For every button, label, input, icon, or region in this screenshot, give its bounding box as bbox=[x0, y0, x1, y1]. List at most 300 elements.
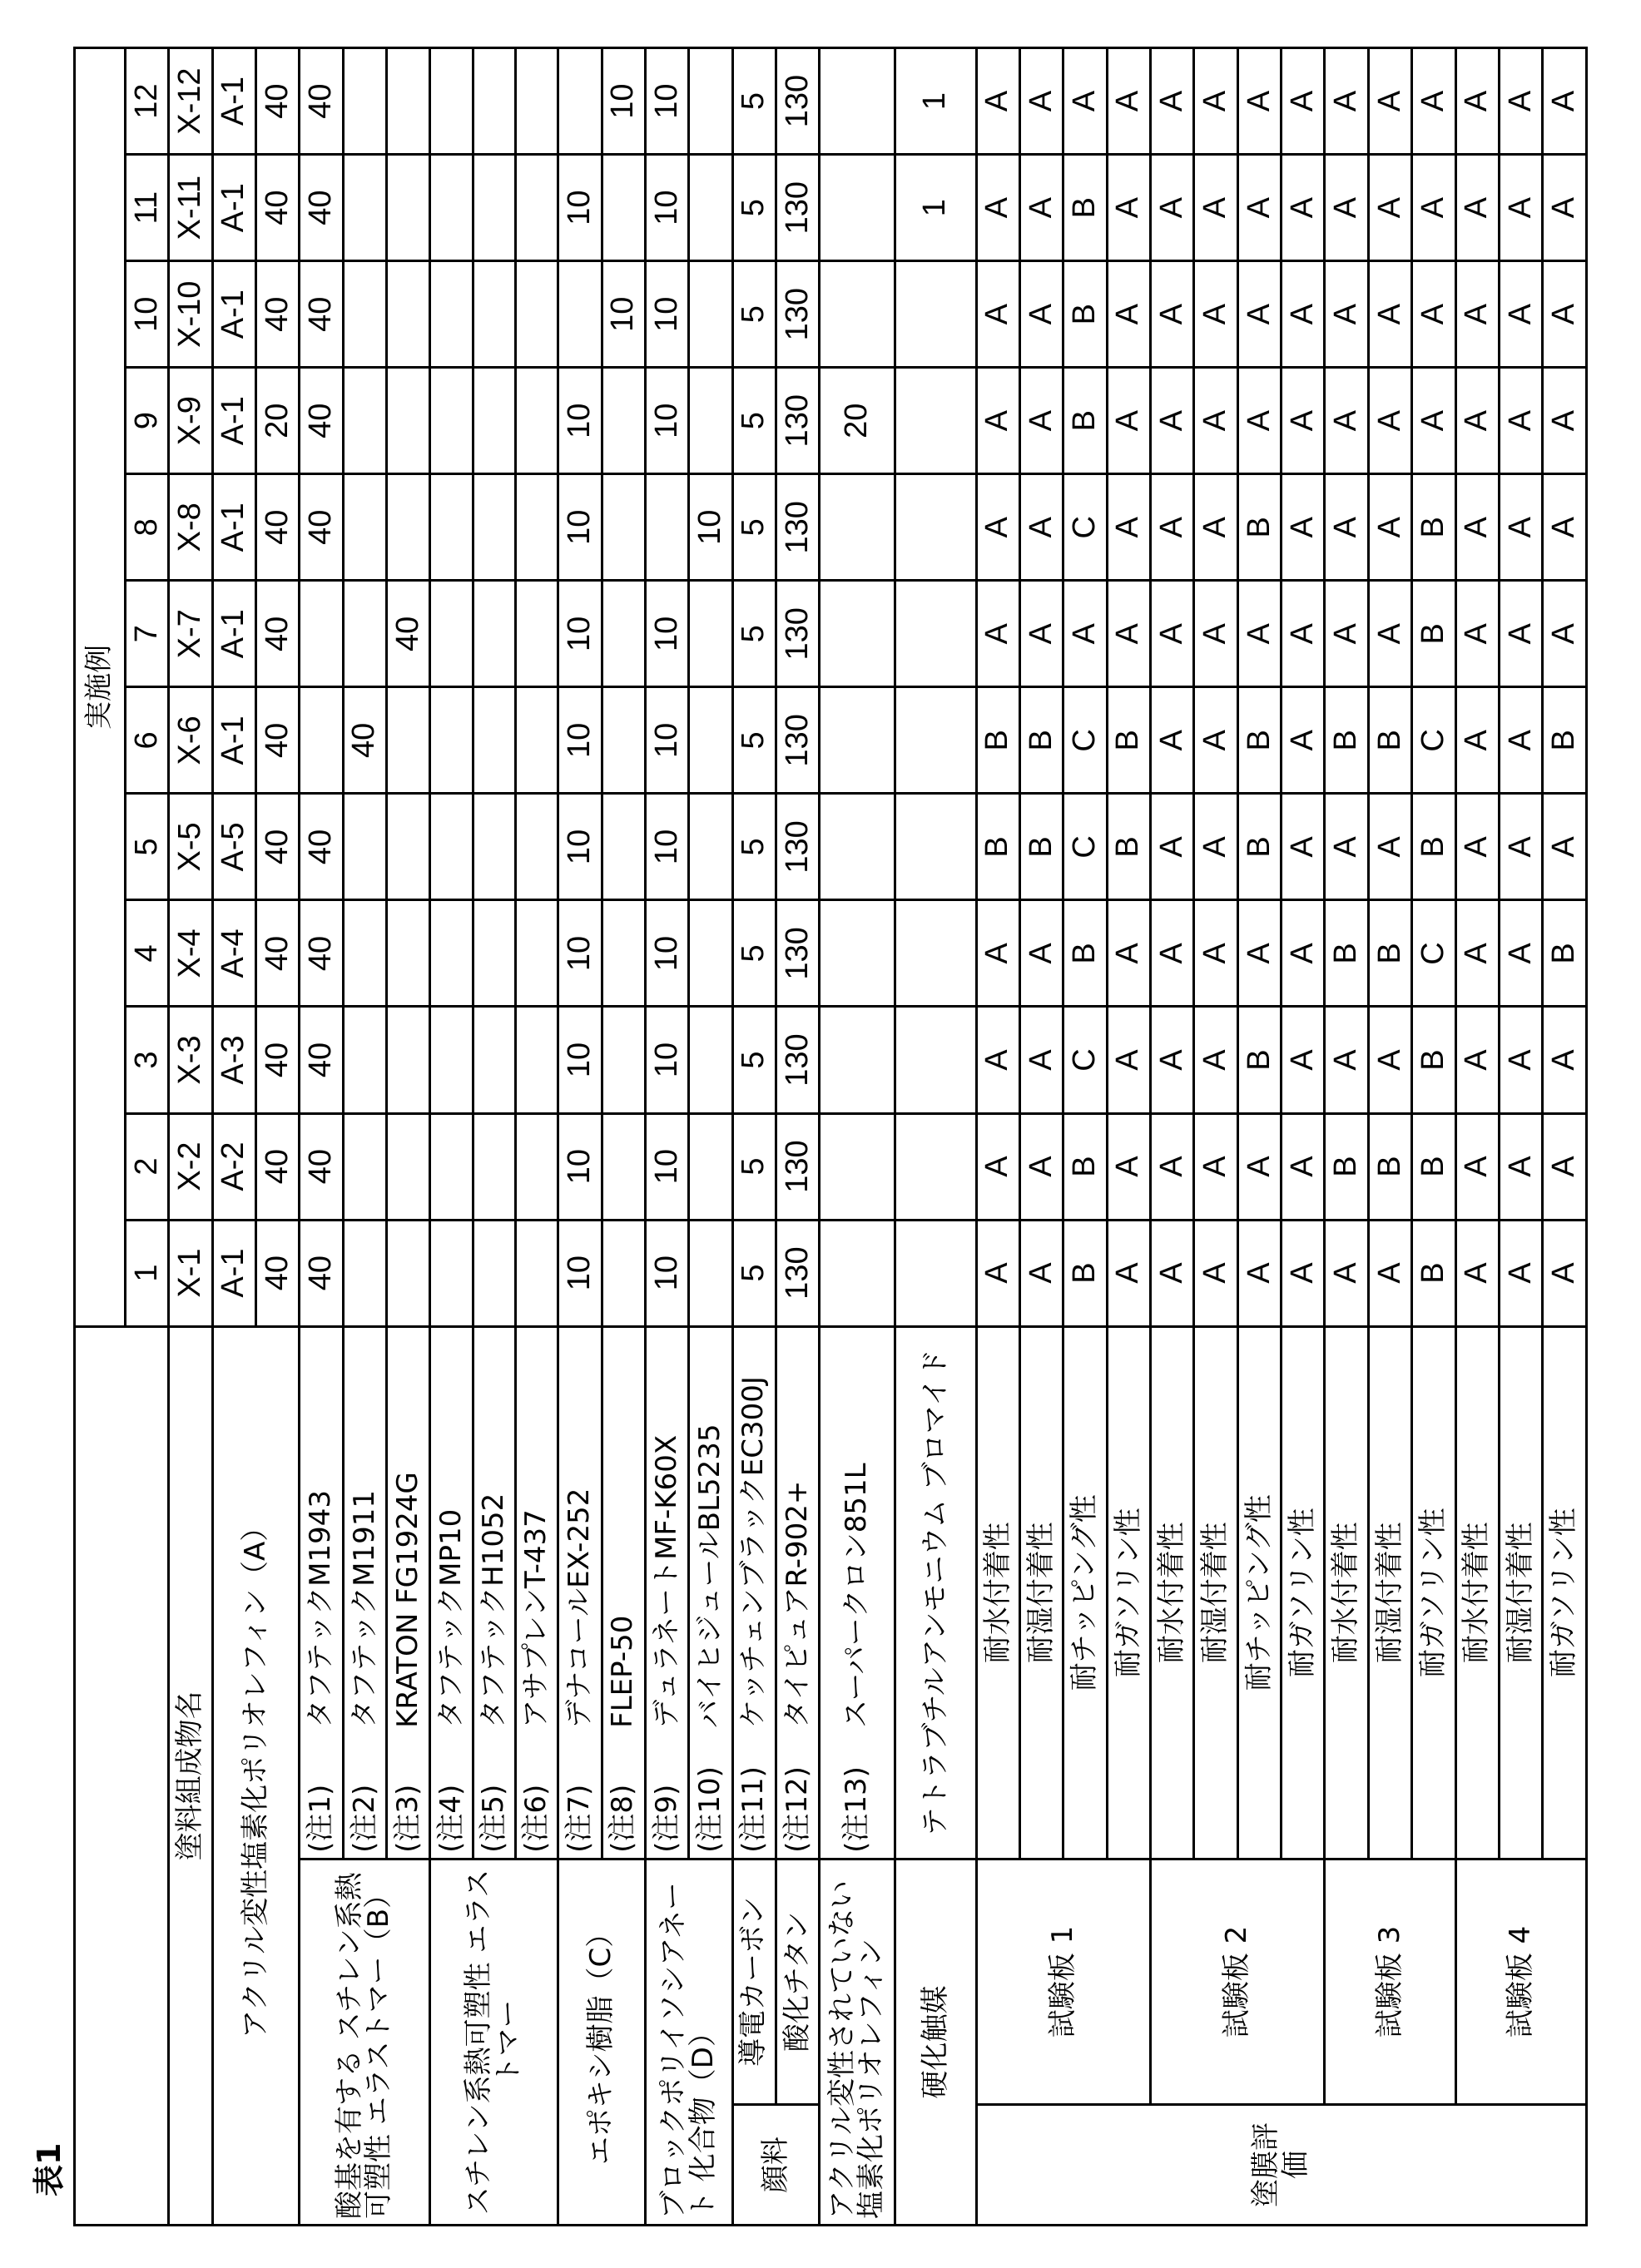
value-cell: A bbox=[1107, 368, 1150, 474]
value-cell: A-3 bbox=[212, 1007, 255, 1113]
note-ref: (注10) bbox=[693, 1766, 727, 1853]
value-cell bbox=[895, 474, 977, 581]
value-cell: C bbox=[1412, 900, 1455, 1007]
value-cell: B bbox=[1325, 900, 1368, 1007]
value-cell: 40 bbox=[300, 368, 343, 474]
value-cell: A bbox=[976, 1220, 1019, 1326]
table-caption: 表1 bbox=[31, 2142, 67, 2196]
value-cell: A bbox=[1020, 1220, 1063, 1326]
value-cell: 40 bbox=[300, 1113, 343, 1220]
value-cell: A bbox=[1543, 155, 1587, 261]
test-name: 耐ガソリン性 bbox=[1412, 1326, 1455, 1859]
value-cell bbox=[895, 900, 977, 1007]
value-cell: A bbox=[1282, 581, 1325, 687]
value-cell: A bbox=[1237, 48, 1281, 155]
value-cell: A bbox=[1063, 581, 1107, 687]
test-name: 耐ガソリン性 bbox=[1282, 1326, 1325, 1859]
value-cell bbox=[473, 155, 515, 261]
value-cell: A bbox=[1282, 48, 1325, 155]
value-cell: 130 bbox=[776, 368, 819, 474]
value-cell bbox=[430, 900, 473, 1007]
value-cell: A bbox=[1499, 1007, 1542, 1113]
value-cell bbox=[895, 1220, 977, 1326]
value-cell: A bbox=[1499, 581, 1542, 687]
test-name: 耐湿付着性 bbox=[1194, 1326, 1237, 1859]
value-cell bbox=[387, 1220, 430, 1326]
value-cell: B bbox=[1412, 1007, 1455, 1113]
value-cell: A bbox=[1151, 155, 1194, 261]
value-cell bbox=[343, 794, 386, 900]
value-cell: A bbox=[1282, 794, 1325, 900]
value-cell: B bbox=[1063, 1113, 1107, 1220]
value-cell: A bbox=[1499, 474, 1542, 581]
product-name: デナコールEX-252 bbox=[563, 1488, 597, 1728]
value-cell bbox=[430, 1007, 473, 1113]
value-cell: B bbox=[1543, 687, 1587, 794]
value-cell bbox=[343, 261, 386, 368]
value-cell: A bbox=[1455, 1007, 1499, 1113]
value-cell bbox=[473, 1220, 515, 1326]
value-cell: A bbox=[1455, 474, 1499, 581]
test-name: 耐湿付着性 bbox=[1368, 1326, 1411, 1859]
value-cell: A bbox=[1455, 1113, 1499, 1220]
value-cell bbox=[689, 368, 732, 474]
value-cell bbox=[689, 1113, 732, 1220]
value-cell: A bbox=[1499, 155, 1542, 261]
value-cell: 10 bbox=[645, 368, 688, 474]
value-cell: 130 bbox=[776, 1113, 819, 1220]
value-cell bbox=[895, 687, 977, 794]
value-cell: A bbox=[1499, 1220, 1542, 1326]
value-cell bbox=[895, 581, 977, 687]
test-name: 耐ガソリン性 bbox=[1107, 1326, 1150, 1859]
value-cell bbox=[473, 900, 515, 1007]
component-item-label bbox=[387, 1326, 430, 1859]
value-cell: 40 bbox=[300, 48, 343, 155]
value-cell: 10 bbox=[645, 261, 688, 368]
value-cell bbox=[895, 261, 977, 368]
value-cell: 5 bbox=[732, 155, 776, 261]
test-name: 耐チッピング性 bbox=[1063, 1326, 1107, 1859]
value-cell: A bbox=[1194, 474, 1237, 581]
value-cell: A bbox=[976, 1007, 1019, 1113]
value-cell bbox=[473, 368, 515, 474]
value-cell: A bbox=[976, 155, 1019, 261]
product-name: タフテックM1943 bbox=[304, 1489, 338, 1728]
value-cell: A bbox=[1455, 581, 1499, 687]
test-plate-label: 試験板 2 bbox=[1151, 1859, 1325, 2104]
value-cell bbox=[343, 48, 386, 155]
value-cell: A bbox=[1107, 1220, 1150, 1326]
value-cell: A bbox=[1237, 900, 1281, 1007]
value-cell: 130 bbox=[776, 1007, 819, 1113]
value-cell bbox=[473, 261, 515, 368]
value-cell: A bbox=[1237, 1220, 1281, 1326]
note-ref: (注5) bbox=[476, 1784, 510, 1853]
value-cell bbox=[387, 155, 430, 261]
value-cell: A bbox=[1543, 1220, 1587, 1326]
value-cell: B bbox=[1237, 474, 1281, 581]
value-cell: A bbox=[1499, 1113, 1542, 1220]
value-cell bbox=[602, 1113, 645, 1220]
value-cell bbox=[430, 581, 473, 687]
value-cell: A bbox=[1194, 581, 1237, 687]
examples-group-header: 実施例 bbox=[75, 48, 126, 1327]
note-ref: (注3) bbox=[390, 1784, 424, 1853]
value-cell: B bbox=[1412, 581, 1455, 687]
component-item-label bbox=[343, 1326, 386, 1859]
value-cell: A-4 bbox=[212, 900, 255, 1007]
value-cell bbox=[820, 900, 895, 1007]
composition-name-label: 塗料組成物名 bbox=[169, 1326, 212, 2225]
value-cell: A-1 bbox=[212, 687, 255, 794]
table-row bbox=[1455, 48, 1499, 2226]
value-cell: A bbox=[976, 900, 1019, 1007]
value-cell bbox=[430, 155, 473, 261]
value-cell: 20 bbox=[256, 368, 300, 474]
value-cell: A bbox=[976, 581, 1019, 687]
value-cell: X-6 bbox=[169, 687, 212, 794]
value-cell: 40 bbox=[300, 900, 343, 1007]
value-cell: A bbox=[976, 1113, 1019, 1220]
test-plate-label: 試験板 1 bbox=[976, 1859, 1150, 2104]
styrene-elastomer-label: スチレン系熱可塑性 エラストマー bbox=[430, 1859, 558, 2225]
value-cell: A bbox=[1107, 1007, 1150, 1113]
value-cell: 40 bbox=[256, 474, 300, 581]
header-corner bbox=[75, 1326, 169, 2225]
product-name: デュラネートMF-K60X bbox=[649, 1434, 683, 1728]
value-cell: 40 bbox=[256, 687, 300, 794]
value-cell bbox=[430, 687, 473, 794]
value-cell bbox=[820, 261, 895, 368]
value-cell: B bbox=[1412, 1113, 1455, 1220]
value-cell: A bbox=[1455, 1220, 1499, 1326]
table-row bbox=[300, 48, 343, 2226]
value-cell: A bbox=[1020, 1007, 1063, 1113]
value-cell: 130 bbox=[776, 155, 819, 261]
value-cell: X-10 bbox=[169, 261, 212, 368]
value-cell: A bbox=[976, 368, 1019, 474]
value-cell: A bbox=[1499, 794, 1542, 900]
value-cell bbox=[515, 1007, 558, 1113]
value-cell bbox=[515, 687, 558, 794]
value-cell: 5 bbox=[732, 687, 776, 794]
non-acrylic-cpo-label: アクリル変性されていない 塩素化ポリオレフィン bbox=[820, 1859, 895, 2225]
value-cell: A bbox=[1282, 1113, 1325, 1220]
value-cell: A bbox=[1107, 1113, 1150, 1220]
component-item-label bbox=[300, 1326, 343, 1859]
value-cell: X-3 bbox=[169, 1007, 212, 1113]
value-cell bbox=[387, 687, 430, 794]
note-ref: (注13) bbox=[840, 1766, 874, 1853]
product-name: タフテックMP10 bbox=[434, 1508, 468, 1728]
value-cell: 40 bbox=[300, 1007, 343, 1113]
value-cell bbox=[895, 1113, 977, 1220]
value-cell: A bbox=[1368, 48, 1411, 155]
value-cell: 40 bbox=[256, 1113, 300, 1220]
value-cell bbox=[430, 1220, 473, 1326]
value-cell: 10 bbox=[558, 794, 602, 900]
value-cell: B bbox=[1063, 900, 1107, 1007]
value-cell bbox=[558, 48, 602, 155]
value-cell: 40 bbox=[387, 581, 430, 687]
test-name: 耐湿付着性 bbox=[1020, 1326, 1063, 1859]
value-cell: 40 bbox=[300, 261, 343, 368]
value-cell: B bbox=[1412, 1220, 1455, 1326]
value-cell: B bbox=[1543, 900, 1587, 1007]
value-cell: A bbox=[1151, 794, 1194, 900]
value-cell: A bbox=[1325, 1220, 1368, 1326]
value-cell bbox=[343, 1220, 386, 1326]
value-cell: A bbox=[1368, 581, 1411, 687]
value-cell: A bbox=[1107, 474, 1150, 581]
value-cell: 40 bbox=[256, 581, 300, 687]
table-row bbox=[1151, 48, 1194, 2226]
value-cell: A bbox=[1455, 48, 1499, 155]
value-cell bbox=[689, 1007, 732, 1113]
value-cell bbox=[343, 1007, 386, 1113]
value-cell: A bbox=[1368, 368, 1411, 474]
value-cell: 10 bbox=[645, 1220, 688, 1326]
value-cell bbox=[430, 1113, 473, 1220]
value-cell: A bbox=[1194, 900, 1237, 1007]
value-cell: 10 bbox=[558, 474, 602, 581]
table-row bbox=[776, 48, 819, 2226]
value-cell: 5 bbox=[732, 368, 776, 474]
product-name: タイピュアR-902+ bbox=[780, 1480, 814, 1728]
value-cell: A bbox=[1237, 368, 1281, 474]
value-cell: A bbox=[1151, 48, 1194, 155]
value-cell: X-7 bbox=[169, 581, 212, 687]
value-cell bbox=[515, 1220, 558, 1326]
value-cell: 1 bbox=[895, 155, 977, 261]
value-cell: 10 bbox=[558, 1220, 602, 1326]
value-cell: A bbox=[1455, 687, 1499, 794]
value-cell: X-2 bbox=[169, 1113, 212, 1220]
value-cell: A bbox=[976, 48, 1019, 155]
value-cell: 10 bbox=[645, 155, 688, 261]
value-cell: A bbox=[1194, 368, 1237, 474]
value-cell: A bbox=[1325, 581, 1368, 687]
component-item-label bbox=[473, 1326, 515, 1859]
table-row bbox=[820, 48, 895, 2226]
value-cell: X-8 bbox=[169, 474, 212, 581]
value-cell: 40 bbox=[300, 794, 343, 900]
value-cell: A bbox=[1151, 261, 1194, 368]
value-cell: A bbox=[1020, 474, 1063, 581]
table-row bbox=[558, 48, 602, 2226]
note-ref: (注1) bbox=[304, 1784, 338, 1853]
value-cell: A bbox=[1151, 687, 1194, 794]
value-cell bbox=[820, 581, 895, 687]
value-cell: A bbox=[1368, 155, 1411, 261]
value-cell: A bbox=[1499, 687, 1542, 794]
value-cell bbox=[602, 1007, 645, 1113]
table-row bbox=[732, 48, 776, 2226]
value-cell: A bbox=[1282, 261, 1325, 368]
value-cell bbox=[689, 48, 732, 155]
value-cell bbox=[602, 474, 645, 581]
value-cell: 5 bbox=[732, 1113, 776, 1220]
value-cell: A bbox=[1543, 48, 1587, 155]
value-cell bbox=[602, 155, 645, 261]
value-cell: C bbox=[1063, 474, 1107, 581]
value-cell: 10 bbox=[645, 687, 688, 794]
value-cell bbox=[430, 794, 473, 900]
value-cell bbox=[820, 1113, 895, 1220]
value-cell: A bbox=[1237, 155, 1281, 261]
value-cell: A bbox=[1282, 368, 1325, 474]
value-cell: A bbox=[1282, 474, 1325, 581]
table-row bbox=[430, 48, 473, 2226]
value-cell bbox=[387, 368, 430, 474]
value-cell: A-1 bbox=[212, 48, 255, 155]
note-ref: (注7) bbox=[563, 1784, 597, 1853]
value-cell: 130 bbox=[776, 581, 819, 687]
value-cell: A bbox=[1325, 474, 1368, 581]
value-cell: X-11 bbox=[169, 155, 212, 261]
value-cell: A bbox=[1107, 581, 1150, 687]
value-cell: A bbox=[1020, 261, 1063, 368]
table-row bbox=[169, 48, 212, 2226]
value-cell: B bbox=[1063, 261, 1107, 368]
value-cell: B bbox=[1237, 687, 1281, 794]
value-cell bbox=[602, 368, 645, 474]
component-item-label bbox=[645, 1326, 688, 1859]
note-ref: (注4) bbox=[434, 1784, 468, 1853]
value-cell: 40 bbox=[256, 261, 300, 368]
value-cell: 10 bbox=[558, 368, 602, 474]
value-cell: 5 bbox=[732, 794, 776, 900]
value-cell bbox=[515, 794, 558, 900]
value-cell: A bbox=[1455, 900, 1499, 1007]
value-cell: A bbox=[1499, 900, 1542, 1007]
value-cell: 130 bbox=[776, 261, 819, 368]
value-cell: B bbox=[1325, 1113, 1368, 1220]
value-cell: A bbox=[1237, 261, 1281, 368]
value-cell bbox=[515, 1113, 558, 1220]
value-cell bbox=[343, 474, 386, 581]
value-cell bbox=[343, 900, 386, 1007]
value-cell: 5 bbox=[732, 1007, 776, 1113]
value-cell bbox=[387, 474, 430, 581]
value-cell: A bbox=[1325, 368, 1368, 474]
component-c-label: エポキシ樹脂（C） bbox=[558, 1859, 646, 2225]
value-cell bbox=[515, 368, 558, 474]
table-row bbox=[976, 48, 1019, 2226]
value-cell bbox=[602, 794, 645, 900]
example-number-header: 12 bbox=[126, 48, 169, 155]
value-cell bbox=[430, 48, 473, 155]
component-item-label bbox=[602, 1326, 645, 1859]
value-cell: B bbox=[1020, 794, 1063, 900]
value-cell: A bbox=[1282, 155, 1325, 261]
value-cell: 130 bbox=[776, 687, 819, 794]
composition-table bbox=[73, 47, 1588, 2226]
component-item-label bbox=[558, 1326, 602, 1859]
value-cell bbox=[300, 687, 343, 794]
value-cell: A bbox=[1368, 794, 1411, 900]
value-cell: A bbox=[1325, 48, 1368, 155]
pigment-sub-label: 酸化チタン bbox=[776, 1859, 819, 2104]
value-cell: A bbox=[1412, 48, 1455, 155]
value-cell: B bbox=[1063, 155, 1107, 261]
value-cell: X-4 bbox=[169, 900, 212, 1007]
value-cell: A-1 bbox=[212, 1220, 255, 1326]
component-d-label: ブロックポリイソシアネート 化合物（D） bbox=[645, 1859, 732, 2225]
value-cell bbox=[602, 687, 645, 794]
value-cell: 10 bbox=[558, 687, 602, 794]
value-cell: 130 bbox=[776, 48, 819, 155]
example-number-header: 10 bbox=[126, 261, 169, 368]
value-cell: 40 bbox=[343, 687, 386, 794]
value-cell: 20 bbox=[820, 368, 895, 474]
value-cell bbox=[820, 155, 895, 261]
test-name: 耐水付着性 bbox=[976, 1326, 1019, 1859]
component-item-label bbox=[689, 1326, 732, 1859]
value-cell: C bbox=[1412, 687, 1455, 794]
test-name: 耐湿付着性 bbox=[1499, 1326, 1542, 1859]
value-cell: A bbox=[1151, 474, 1194, 581]
note-ref: (注12) bbox=[780, 1766, 814, 1853]
value-cell: A bbox=[976, 474, 1019, 581]
example-number-header: 5 bbox=[126, 794, 169, 900]
value-cell bbox=[515, 48, 558, 155]
value-cell: A bbox=[1455, 368, 1499, 474]
value-cell: B bbox=[1368, 687, 1411, 794]
value-cell: 130 bbox=[776, 474, 819, 581]
value-cell bbox=[473, 48, 515, 155]
value-cell bbox=[689, 687, 732, 794]
test-name: 耐水付着性 bbox=[1455, 1326, 1499, 1859]
value-cell: 10 bbox=[645, 900, 688, 1007]
value-cell bbox=[558, 261, 602, 368]
value-cell bbox=[343, 155, 386, 261]
value-cell: B bbox=[1237, 794, 1281, 900]
catalyst-label: 硬化触媒 bbox=[895, 1859, 977, 2225]
value-cell bbox=[820, 474, 895, 581]
table-row bbox=[895, 48, 977, 2226]
value-cell bbox=[343, 581, 386, 687]
value-cell: 1 bbox=[895, 48, 977, 155]
value-cell bbox=[602, 900, 645, 1007]
value-cell: A bbox=[1020, 48, 1063, 155]
value-cell: A bbox=[1020, 581, 1063, 687]
note-ref: (注11) bbox=[736, 1766, 771, 1853]
value-cell: A bbox=[1107, 261, 1150, 368]
value-cell: A bbox=[1020, 1113, 1063, 1220]
value-cell bbox=[430, 368, 473, 474]
value-cell bbox=[820, 1007, 895, 1113]
value-cell: A bbox=[976, 261, 1019, 368]
value-cell: A bbox=[1194, 687, 1237, 794]
component-item-label bbox=[732, 1326, 776, 1859]
value-cell: A bbox=[1543, 794, 1587, 900]
value-cell: A bbox=[1107, 48, 1150, 155]
component-item-label bbox=[430, 1326, 473, 1859]
value-cell: A bbox=[1543, 261, 1587, 368]
note-ref: (注6) bbox=[519, 1784, 553, 1853]
value-cell: A bbox=[1543, 1007, 1587, 1113]
pigment-sub-label: 導電カーボン bbox=[732, 1859, 776, 2104]
test-plate-label: 試験板 4 bbox=[1455, 1859, 1586, 2104]
value-cell: A bbox=[1455, 794, 1499, 900]
product-name: アサプレンT-437 bbox=[519, 1509, 553, 1728]
value-cell: B bbox=[976, 687, 1019, 794]
table-row bbox=[1325, 48, 1368, 2226]
component-item-label bbox=[515, 1326, 558, 1859]
component-item-label bbox=[776, 1326, 819, 1859]
